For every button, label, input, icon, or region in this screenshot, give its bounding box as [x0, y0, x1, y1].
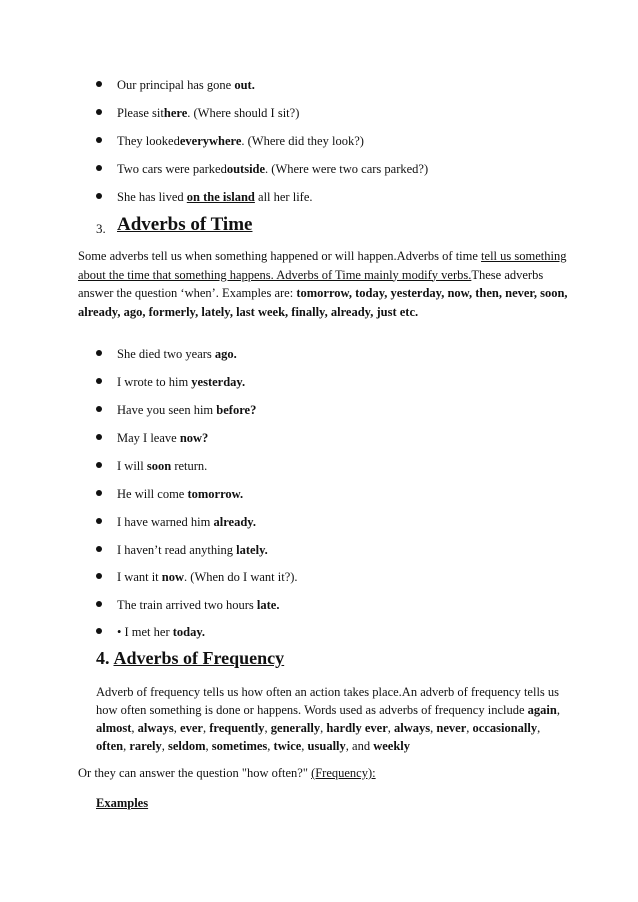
section-number: 3.	[96, 221, 106, 236]
separator: ,	[202, 721, 210, 735]
list-item-bold: here	[163, 106, 188, 120]
frequency-word: generally	[270, 721, 321, 735]
list-item-bold: everywhere	[179, 134, 242, 148]
frequency-word: always	[394, 721, 431, 735]
list-item-plain: I wrote to him	[117, 375, 192, 389]
list-item-text	[117, 428, 208, 448]
list-item-plain: . (Where should I sit?)	[187, 106, 300, 120]
how-often-line	[78, 766, 376, 781]
separator: ,	[430, 721, 437, 735]
list-item-bold: late.	[256, 598, 280, 612]
frequency-and: , and	[345, 739, 374, 753]
list-item-plain: • I met her	[117, 625, 173, 639]
section-title: Adverbs of Frequency	[113, 648, 285, 668]
list-item-text	[117, 344, 237, 364]
frequency-link: (Frequency):	[311, 766, 376, 780]
list-item-text	[117, 540, 268, 560]
frequency-word: again	[527, 703, 557, 717]
separator: ,	[123, 739, 130, 753]
separator: ,	[205, 739, 212, 753]
list-item-bold: soon	[146, 459, 172, 473]
time-paragraph-examples: tomorrow, today, yesterday, now, then, never, soon, already, ago, formerly, lately, last week, finally, already, just etc.	[78, 286, 568, 319]
list-item-text	[117, 400, 256, 420]
list-item-bold: now?	[179, 431, 209, 445]
list-item-text	[117, 456, 207, 476]
bullet-dot-icon	[96, 137, 102, 143]
separator: ,	[264, 721, 271, 735]
list-item-plain: May I leave	[117, 431, 180, 445]
list-item-plain: Have you seen him	[117, 403, 217, 417]
separator: ,	[161, 739, 168, 753]
bullet-dot-icon	[96, 518, 102, 524]
frequency-last-word: weekly	[373, 739, 411, 753]
list-item-text	[117, 567, 298, 587]
list-item-bold: ago.	[214, 347, 237, 361]
bullet-dot-icon	[96, 546, 102, 552]
frequency-word: never	[436, 721, 467, 735]
frequency-paragraph	[96, 683, 566, 755]
bullet-dot-icon	[96, 490, 102, 496]
list-item-bold: outside	[226, 162, 266, 176]
frequency-word: ever	[180, 721, 203, 735]
frequency-word: often	[96, 739, 124, 753]
time-paragraph-mid: These adverbs answer the question ‘when’. Examples are:	[78, 267, 544, 300]
list-item-plain: The train arrived two hours	[117, 598, 257, 612]
list-item-bold: tomorrow.	[187, 487, 244, 501]
frequency-paragraph-text: Adverb of frequency tells us how often an action takes place.An adverb of frequency tells us how often something is done or happens. Words used as adverbs of frequency include	[96, 685, 560, 717]
examples-heading: Examples	[96, 796, 149, 810]
list-item-plain: I haven’t read anything	[117, 543, 237, 557]
frequency-word: always	[137, 721, 174, 735]
section-title: Adverbs of Time	[117, 214, 253, 235]
frequency-word: almost	[96, 721, 132, 735]
list-item-plain: I want it	[117, 570, 162, 584]
list-item-bold-underlined: on the island	[186, 190, 255, 204]
list-item-bold: today.	[172, 625, 206, 639]
list-item-bold: before?	[216, 403, 257, 417]
frequency-word: hardly ever	[326, 721, 388, 735]
bullet-dot-icon	[96, 434, 102, 440]
list-item-text	[117, 131, 364, 151]
frequency-word: frequently	[209, 721, 265, 735]
how-often-text: Or they can answer the question "how often?"	[78, 766, 312, 780]
list-item-text	[117, 187, 313, 207]
list-item-text	[117, 484, 243, 504]
list-item-plain: I will	[117, 459, 147, 473]
separator: ,	[387, 721, 395, 735]
list-item-plain: They looked	[117, 134, 180, 148]
list-item-plain: return.	[171, 459, 208, 473]
bullet-dot-icon	[96, 350, 102, 356]
list-item-bold: now	[161, 570, 185, 584]
list-item-plain: I have warned him	[117, 515, 214, 529]
list-item-text	[117, 159, 428, 179]
frequency-word: occasionally	[472, 721, 538, 735]
list-item-plain: She died two years	[117, 347, 215, 361]
list-item-plain: . (When do I want it?).	[184, 570, 298, 584]
list-item-plain: Our principal has gone	[117, 78, 235, 92]
list-item-text	[117, 622, 205, 642]
list-item-plain: . (Where did they look?)	[241, 134, 364, 148]
separator: ,	[537, 721, 541, 735]
bullet-dot-icon	[96, 462, 102, 468]
separator: ,	[173, 721, 181, 735]
separator: ,	[131, 721, 138, 735]
separator: ,	[466, 721, 473, 735]
bullet-dot-icon	[96, 378, 102, 384]
list-item-text	[117, 595, 279, 615]
separator: ,	[267, 739, 274, 753]
bullet-dot-icon	[96, 406, 102, 412]
list-item-plain: She has lived	[117, 190, 187, 204]
frequency-word: twice	[273, 739, 302, 753]
list-item-plain: Please sit	[117, 106, 164, 120]
list-item-text	[117, 103, 299, 123]
separator: ,	[320, 721, 327, 735]
section-number: 4.	[96, 648, 110, 668]
frequency-word: seldom	[167, 739, 206, 753]
bullet-dot-icon	[96, 165, 102, 171]
list-item-plain: . (Where were two cars parked?)	[265, 162, 429, 176]
bullet-dot-icon	[96, 628, 102, 634]
bullet-dot-icon	[96, 573, 102, 579]
section-heading-adverbs-of-frequency	[96, 648, 284, 669]
list-item-text	[117, 75, 255, 95]
list-item-bold: lately.	[236, 543, 268, 557]
list-item-plain: all her life.	[254, 190, 313, 204]
frequency-word: sometimes	[211, 739, 268, 753]
list-item-plain: Two cars were parked	[117, 162, 227, 176]
bullet-dot-icon	[96, 81, 102, 87]
bullet-dot-icon	[96, 193, 102, 199]
time-paragraph-underlined: tell us something about the time that something happens. Adverbs of Time mainly modify verbs.	[78, 249, 567, 282]
list-item-text	[117, 512, 256, 532]
list-item-text	[117, 372, 245, 392]
frequency-word: rarely	[129, 739, 162, 753]
list-item-bold: yesterday.	[191, 375, 246, 389]
bullet-dot-icon	[96, 109, 102, 115]
list-item-bold: already.	[213, 515, 256, 529]
separator: ,	[556, 703, 560, 717]
separator: ,	[301, 739, 308, 753]
list-item-bold: out.	[234, 78, 255, 92]
frequency-word: usually	[307, 739, 346, 753]
list-item-plain: He will come	[117, 487, 188, 501]
time-paragraph-intro: Some adverbs tell us when something happened or will happen.Adverbs of time	[78, 249, 482, 263]
bullet-dot-icon	[96, 601, 102, 607]
time-paragraph	[78, 247, 578, 321]
